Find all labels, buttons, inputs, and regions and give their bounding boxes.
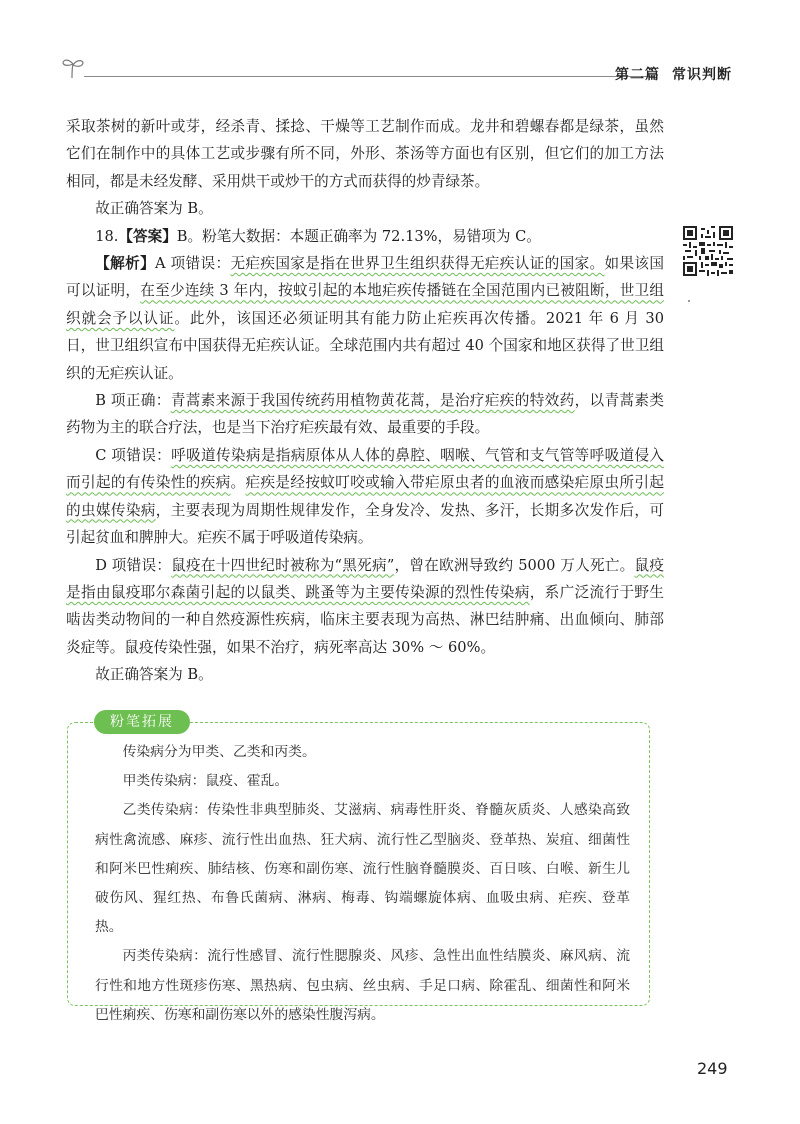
option-a-text: 如果该国可以证明，: [66, 255, 664, 300]
answer-line-18: 故正确答案为 B。: [95, 666, 213, 684]
analysis-option-d: [66, 552, 664, 662]
extension-line: 传染病分为甲类、乙类和丙类。: [122, 744, 316, 760]
header-title: [615, 64, 732, 84]
option-c-text: 。: [230, 474, 246, 492]
underlined-text: 鼠疫是指由鼠疫耶尔森菌引起的以鼠类、跳蚤等为主要传染源的烈性传染病: [66, 556, 664, 601]
extension-line: 丙类传染病：流行性感冒、流行性腮腺炎、风疹、急性出血性结膜炎、麻风病、流行性和地方性斑疹伤寒、黑热病、包虫病、丝虫病、手足口病、除霍乱、细菌性和阿米巴性痢疾、伤寒和副伤寒以外的感染性腹泻病。: [95, 948, 630, 1023]
page-number: 249: [697, 1059, 728, 1078]
extension-title: 粉笔拓展: [94, 710, 190, 734]
option-a-text: 。此外，该国还必须证明其有能力防止疟疾再次传播。2021 年 6 月 30 日，世卫组织宣布中国获得无疟疾认证。全球范围内共有超过 40 个国家和地区获得了世卫组织的无疟疾认证。: [66, 309, 664, 382]
option-d-text: ，系广泛流行于野生啮齿类动物间的一种自然疫源性疾病，临床主要表现为高热、淋巴结肿痛、出血倾向、肺部炎症等。鼠疫传染性强，如果不治疗，病死率高达 30% ～ 60%。: [66, 583, 664, 656]
underlined-text: 鼠疫在十四世纪时被称为“黑死病”: [171, 556, 395, 574]
extension-line: 甲类传染病：鼠疫、霍乱。: [122, 773, 289, 790]
qr-code[interactable]: [683, 226, 733, 276]
sprout-icon: [60, 54, 88, 82]
main-content: [66, 113, 664, 689]
answer-tag: 【答案】: [118, 227, 177, 245]
option-b-label: B 项正确：: [95, 392, 171, 410]
answer-text: B。粉笔大数据：本题正确率为 72.13%，易错项为 C。: [176, 227, 541, 245]
question-18-answer: [66, 223, 664, 250]
question-number: 18.: [95, 227, 119, 245]
paragraph-tea: 采取茶树的新叶或芽，经杀青、揉捻、干燥等工艺制作而成。龙井和碧螺春都是绿茶，虽然它们在制作中的具体工艺或步骤有所不同，外形、茶汤等方面也有区别，但它们的加工方法相同，都是未经发酵、采用烘干或炒干的方式而获得的炒青绿茶。: [66, 118, 664, 190]
page-header: [60, 54, 736, 84]
header-section: 常识判断: [672, 67, 732, 83]
header-part: 第二篇: [615, 67, 660, 83]
underlined-text: 无疟疾国家是指在世界卫生组织获得无疟疾认证的国家。: [230, 255, 605, 273]
option-c-label: C 项错误：: [95, 446, 172, 464]
underlined-text: 青蒿素来源于我国传统药用植物黄花蒿，是治疗疟疾的特效药: [170, 392, 575, 410]
underlined-text: 疟疾是经按蚊叮咬或输入带疟原虫者的血液而感染疟原虫所引起的虫媒传染病: [66, 474, 664, 519]
decorative-dot: [688, 300, 690, 302]
option-d-label: D 项错误：: [95, 556, 172, 574]
analysis-option-c: [66, 442, 664, 552]
underlined-text: 呼吸道传染病是指病原体从人体的鼻腔、咽喉、气管和支气管等呼吸道侵入而引起的有传染性的疾病: [66, 446, 664, 492]
underlined-text: 在至少连续 3 年内，按蚊引起的本地疟疾传播链在全国范围内已被阻断，世卫组织就会予以认证: [66, 282, 664, 327]
header-rule: [84, 76, 654, 77]
answer-line-17: 故正确答案为 B。: [95, 200, 213, 218]
extension-line: 乙类传染病：传染性非典型肺炎、艾滋病、病毒性肝炎、脊髓灰质炎、人感染高致病性禽流感、麻疹、流行性出血热、狂犬病、流行性乙型脑炎、登革热、炭疽、细菌性和阿米巴性痢疾、肺结核、伤寒和副伤寒、流行性脑脊髓膜炎、百日咳、白喉、新生儿破伤风、猩红热、布鲁氏菌病、淋病、梅毒、钩端螺旋体病、血吸虫病、疟疾、登革热。: [95, 802, 630, 936]
option-a-label: A 项错误：: [155, 255, 231, 273]
analysis-option-a: [66, 250, 664, 387]
option-c-text: ，主要表现为周期性规律发作，全身发冷、发热、多汗，长期多次发作后，可引起贫血和脾肿大。疟疾不属于呼吸道传染病。: [66, 501, 664, 547]
extension-body: [95, 738, 630, 1030]
analysis-tag: 【解析】: [95, 255, 156, 273]
analysis-option-b: [66, 387, 664, 442]
option-d-text: ，曾在欧洲导致约 5000 万人死亡。: [394, 556, 635, 574]
option-b-text: ，以青蒿素类药物为主的联合疗法，也是当下治疗疟疾最有效、最重要的手段。: [66, 392, 664, 437]
